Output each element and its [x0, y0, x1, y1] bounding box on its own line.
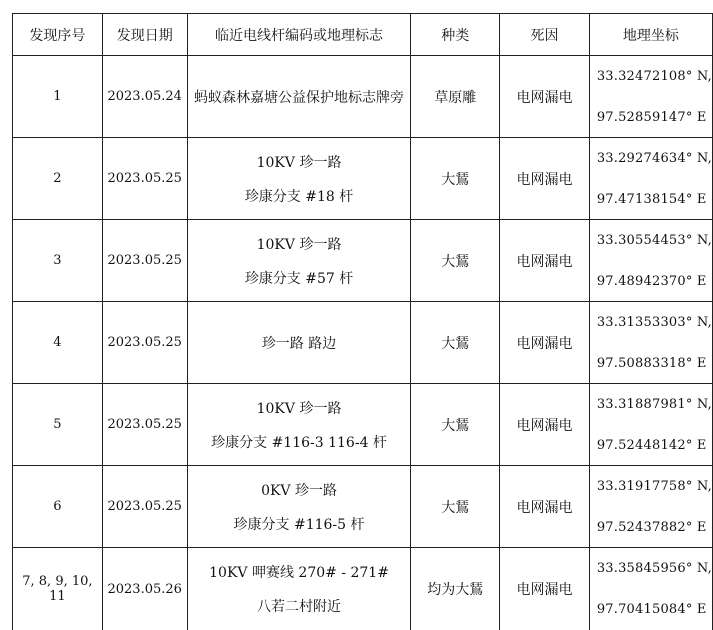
latitude: 33.30554453° N, — [597, 233, 712, 248]
cell-cause: 电网漏电 — [500, 138, 590, 220]
location-line-2: 珍康分支 #116-3 116-4 杆 — [211, 432, 387, 452]
longitude: 97.70415084° E — [597, 602, 712, 617]
cell-species: 大鵟 — [411, 466, 500, 548]
cell-coordinates — [589, 138, 712, 220]
cell-location — [187, 384, 411, 466]
cell-no: 7, 8, 9, 10, 11 — [13, 548, 103, 630]
cell-date: 2023.05.26 — [102, 548, 187, 630]
location-line-1: 10KV 珍一路 — [257, 398, 342, 418]
location-line-2: 珍康分支 #57 杆 — [245, 268, 353, 288]
cell-no: 1 — [13, 56, 103, 138]
location-line-1: 10KV 珍一路 — [257, 234, 342, 254]
cell-location — [187, 138, 411, 220]
longitude: 97.52448142° E — [597, 438, 712, 453]
cell-location — [187, 548, 411, 630]
location-line-2: 珍康分支 #116-5 杆 — [234, 514, 365, 534]
header-date: 发现日期 — [102, 14, 187, 56]
cell-species: 大鵟 — [411, 302, 500, 384]
cell-date: 2023.05.25 — [102, 384, 187, 466]
longitude: 97.52859147° E — [597, 110, 712, 125]
table-row — [13, 220, 713, 302]
table-row — [13, 138, 713, 220]
location-line-2: 珍康分支 #18 杆 — [245, 186, 353, 206]
latitude: 33.31917758° N, — [597, 479, 712, 494]
cell-location: 珍一路 路边 — [187, 302, 411, 384]
cell-location: 蚂蚁森林嘉塘公益保护地标志牌旁 — [187, 56, 411, 138]
latitude: 33.31353303° N, — [597, 315, 712, 330]
cell-coordinates — [589, 220, 712, 302]
cell-no: 3 — [13, 220, 103, 302]
location-line-2: 八若二村附近 — [257, 596, 341, 616]
table-row — [13, 466, 713, 548]
header-cause: 死因 — [500, 14, 590, 56]
longitude: 97.50883318° E — [597, 356, 712, 371]
table-header-row — [13, 14, 713, 56]
location-line-1: 10KV 珍一路 — [257, 152, 342, 172]
cell-cause: 电网漏电 — [500, 56, 590, 138]
cell-no: 4 — [13, 302, 103, 384]
table-row — [13, 56, 713, 138]
cell-coordinates — [589, 466, 712, 548]
cell-species: 均为大鵟 — [411, 548, 500, 630]
cell-date: 2023.05.25 — [102, 138, 187, 220]
cell-coordinates — [589, 302, 712, 384]
cell-location — [187, 466, 411, 548]
cell-date: 2023.05.24 — [102, 56, 187, 138]
cell-no: 2 — [13, 138, 103, 220]
incident-table — [12, 13, 713, 630]
cell-coordinates — [589, 548, 712, 630]
cell-species: 大鵟 — [411, 138, 500, 220]
longitude: 97.47138154° E — [597, 192, 712, 207]
cell-no: 5 — [13, 384, 103, 466]
header-location: 临近电线杆编码或地理标志 — [187, 14, 411, 56]
cell-date: 2023.05.25 — [102, 302, 187, 384]
longitude: 97.48942370° E — [597, 274, 712, 289]
cell-species: 草原雕 — [411, 56, 500, 138]
cell-cause: 电网漏电 — [500, 220, 590, 302]
location-line-1: 0KV 珍一路 — [261, 480, 337, 500]
table-row — [13, 302, 713, 384]
cell-coordinates — [589, 56, 712, 138]
cell-coordinates — [589, 384, 712, 466]
latitude: 33.29274634° N, — [597, 151, 712, 166]
cell-no: 6 — [13, 466, 103, 548]
header-coordinates: 地理坐标 — [589, 14, 712, 56]
cell-cause: 电网漏电 — [500, 466, 590, 548]
cell-location — [187, 220, 411, 302]
cell-cause: 电网漏电 — [500, 384, 590, 466]
cell-species: 大鵟 — [411, 220, 500, 302]
latitude: 33.35845956° N, — [597, 561, 712, 576]
cell-cause: 电网漏电 — [500, 548, 590, 630]
latitude: 33.31887981° N, — [597, 397, 712, 412]
cell-cause: 电网漏电 — [500, 302, 590, 384]
location-line-1: 10KV 呷赛线 270# - 271# — [209, 562, 389, 582]
cell-date: 2023.05.25 — [102, 220, 187, 302]
table-row — [13, 384, 713, 466]
header-no: 发现序号 — [13, 14, 103, 56]
cell-species: 大鵟 — [411, 384, 500, 466]
latitude: 33.32472108° N, — [597, 69, 712, 84]
table-row — [13, 548, 713, 630]
cell-date: 2023.05.25 — [102, 466, 187, 548]
longitude: 97.52437882° E — [597, 520, 712, 535]
header-species: 种类 — [411, 14, 500, 56]
